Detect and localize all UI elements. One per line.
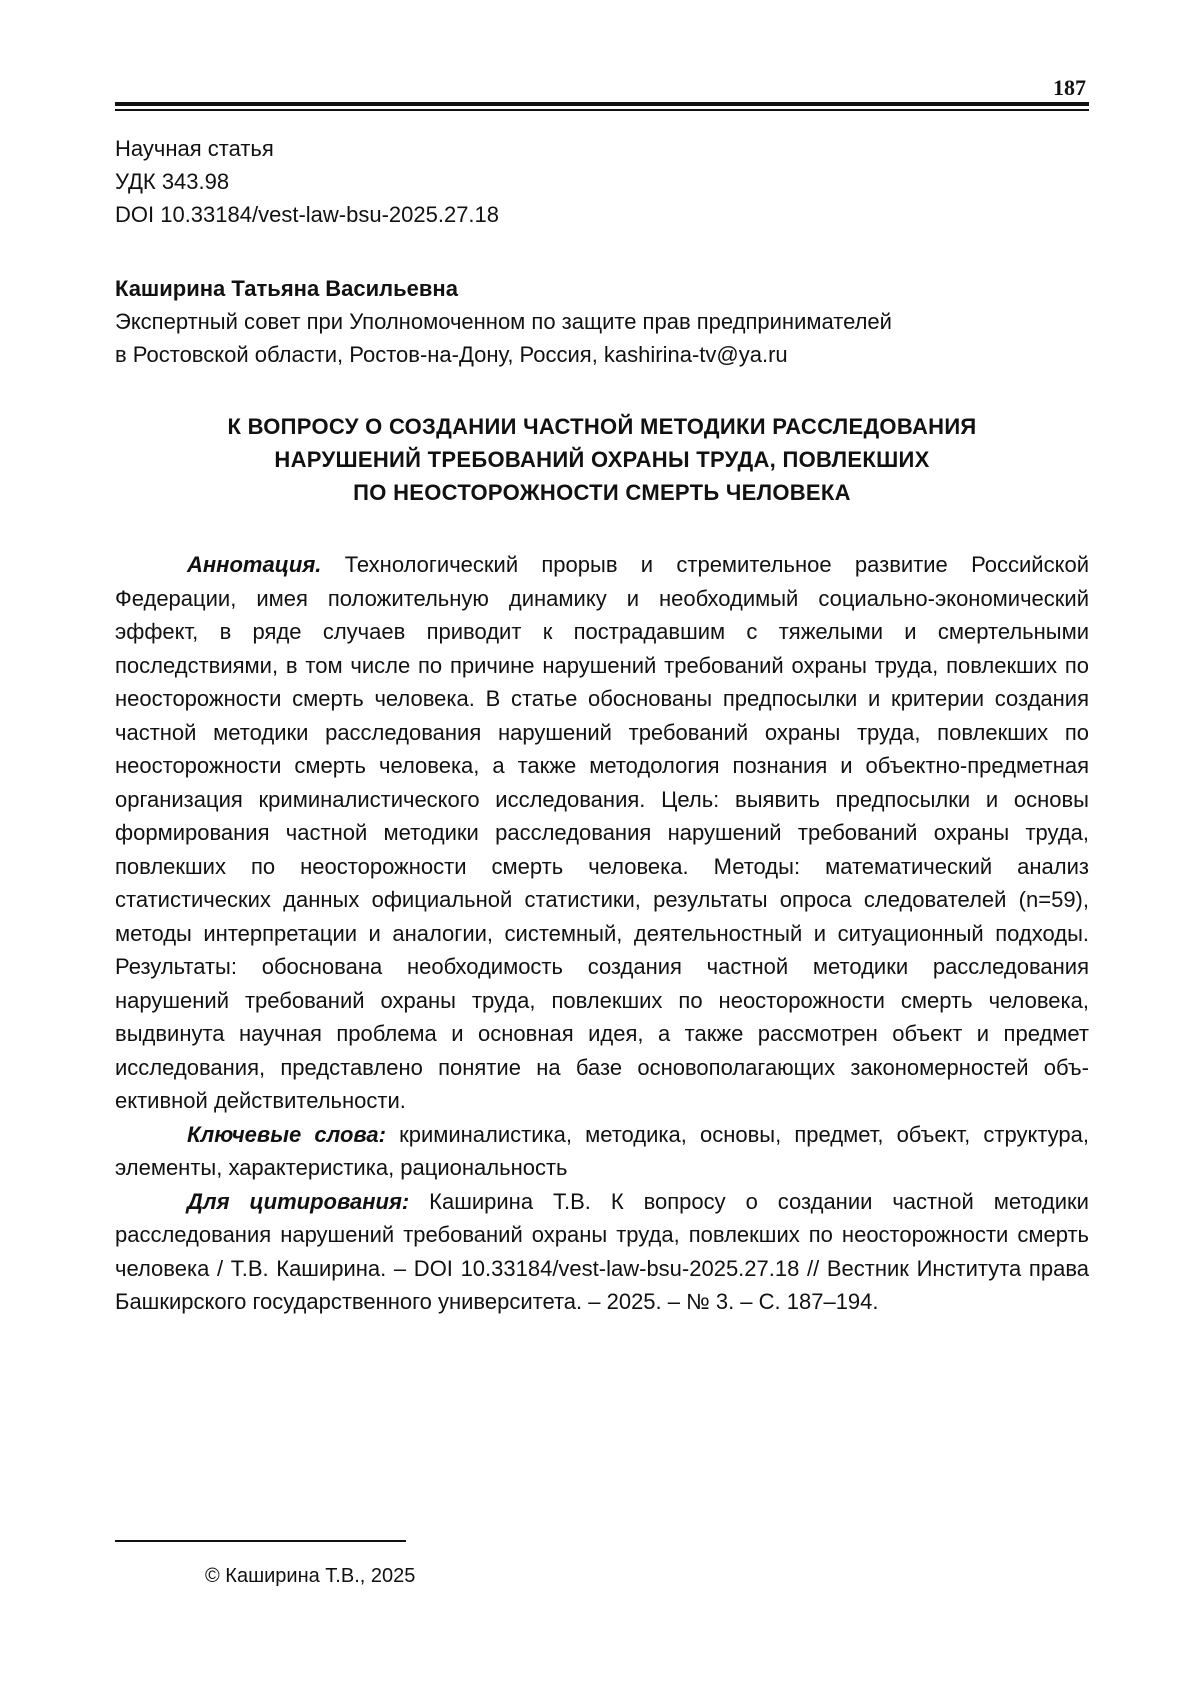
page-number: 187 (1053, 75, 1086, 100)
abstract-section (115, 548, 1089, 1319)
author-name: Каширина Татьяна Васильевна (115, 276, 458, 301)
abstract-text: Технологический прорыв и стремительное развитие Российской Федерации, имея положительную динамику и необходимый социально-экономический эффект, в ряде случаев приводит к пострадавшим с тяжелыми и смертельными последствиями, в том числе по причине нарушений требований охраны труда, повлекших по неосторожности смерть человека. В статье обоснованы предпосылки и критерии создания частной методики расследования нарушений требований охраны труда, повлекших по неосторожности смерть человека, а также методология познания и объектно-предметная организация криминалистического исследования. Цель: выявить предпосылки и основы формирования частной методики расследования нарушений требований охраны труда, повлекших по неосторожности смерть человека. Методы: математический анализ статистических данных официальной статистики, результаты опроса следователей (n=59), методы интерпретации и аналогии, системный, деятельностный и ситуационный подходы. Результаты: обоснована необходимость создания частной методики расследования нарушений требований охраны труда, повлекших по неосторожности смерть человека, выдвинута научная проблема и основная идея, а также рассмотрен объект и предмет исследования, представлено понятие на базе основополагающих закономерностей объективной действительности. (115, 552, 1089, 1113)
author-affiliation-line-1: Экспертный совет при Уполномоченном по защите прав предпринимателей (115, 309, 892, 334)
header-rule-thick (115, 102, 1089, 106)
article-type: Научная статья (115, 136, 274, 161)
title-line-2: НАРУШЕНИЙ ТРЕБОВАНИЙ ОХРАНЫ ТРУДА, ПОВЛЕКШИХ (274, 447, 930, 472)
keywords-text: криминалистика, методика, основы, предмет, объект, структура, элементы, характеристика, рациональность (115, 1121, 1089, 1180)
keywords-label: Ключевые слова: (187, 1121, 386, 1147)
doi: DOI 10.33184/vest-law-bsu-2025.27.18 (115, 202, 500, 227)
abstract-label: Аннотация. (187, 552, 322, 577)
abstract-paragraph (115, 548, 1089, 1118)
article-title (115, 410, 1089, 509)
title-line-3: ПО НЕОСТОРОЖНОСТИ СМЕРТЬ ЧЕЛОВЕКА (353, 480, 851, 505)
citation-paragraph (115, 1185, 1089, 1319)
citation-text: Каширина Т.В. К вопросу о создании частной методики расследования нарушений требований охраны труда, повлекших по неосторожности смерть человека / Т.В. Каширина. – DOI 10.33184/vest-law-bsu-2025.27.18 // Вестник Института права Башкирского государственного университета. – 2025. – № 3. – С. 187–194. (115, 1188, 1089, 1314)
title-line-1: К ВОПРОСУ О СОЗДАНИИ ЧАСТНОЙ МЕТОДИКИ РАССЛЕДОВАНИЯ (227, 414, 977, 439)
article-meta (115, 132, 499, 231)
udc-code: УДК 343.98 (115, 169, 230, 194)
author-block (115, 272, 892, 371)
keywords-paragraph (115, 1118, 1089, 1185)
citation-label: Для цитирования: (187, 1188, 410, 1214)
author-affiliation-line-2: в Ростовской области, Ростов-на-Дону, Россия, kashirina-tv@ya.ru (115, 342, 788, 367)
footnote-rule (115, 1540, 406, 1542)
header-rule-thin (115, 109, 1089, 111)
copyright-footnote: © Каширина Т.В., 2025 (205, 1565, 416, 1587)
